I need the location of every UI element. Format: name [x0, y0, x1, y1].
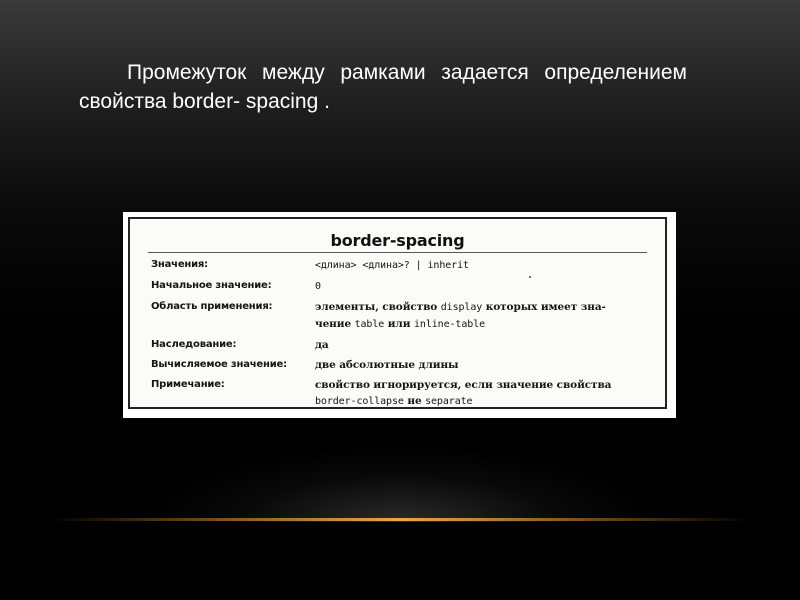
spec-table-box [128, 217, 667, 409]
spec-table-divider [148, 252, 647, 253]
spec-value: свойство игнорируется, если значение свойства border-collapse не separate [315, 379, 612, 407]
spec-row-note [151, 377, 661, 410]
spec-label: Область применения: [151, 301, 273, 312]
spec-label: Вычисляемое значение: [151, 359, 287, 370]
spec-table-title: border-spacing [330, 231, 465, 250]
spec-label: Значения: [151, 259, 208, 270]
bottom-glow-line [50, 518, 750, 521]
paragraph-line-1: Промежуток между рамками задается определением [127, 61, 687, 84]
spec-label: Наследование: [151, 339, 237, 350]
spec-value: да [315, 339, 329, 351]
spec-row-values [151, 257, 661, 274]
spec-table-rows [151, 257, 661, 414]
bottom-glow [60, 420, 740, 522]
spec-label: Начальное значение: [151, 280, 272, 291]
spec-row-computed [151, 357, 661, 373]
spec-row-inherited [151, 337, 661, 353]
slide-body-text [79, 58, 687, 116]
spec-table-image [123, 212, 676, 418]
paragraph-line-2: свойства border- spacing . [79, 90, 330, 113]
spec-value: элементы, свойство display которых имеет зна- чение table или inline-table [315, 301, 606, 330]
spec-value: 0 [315, 281, 321, 292]
spec-value: две абсолютные длины [315, 359, 459, 371]
spec-value: <длина> <длина>? | inherit [315, 260, 469, 271]
spec-row-initial [151, 278, 661, 295]
spec-row-applies-to [151, 299, 661, 333]
spec-label: Примечание: [151, 379, 225, 390]
